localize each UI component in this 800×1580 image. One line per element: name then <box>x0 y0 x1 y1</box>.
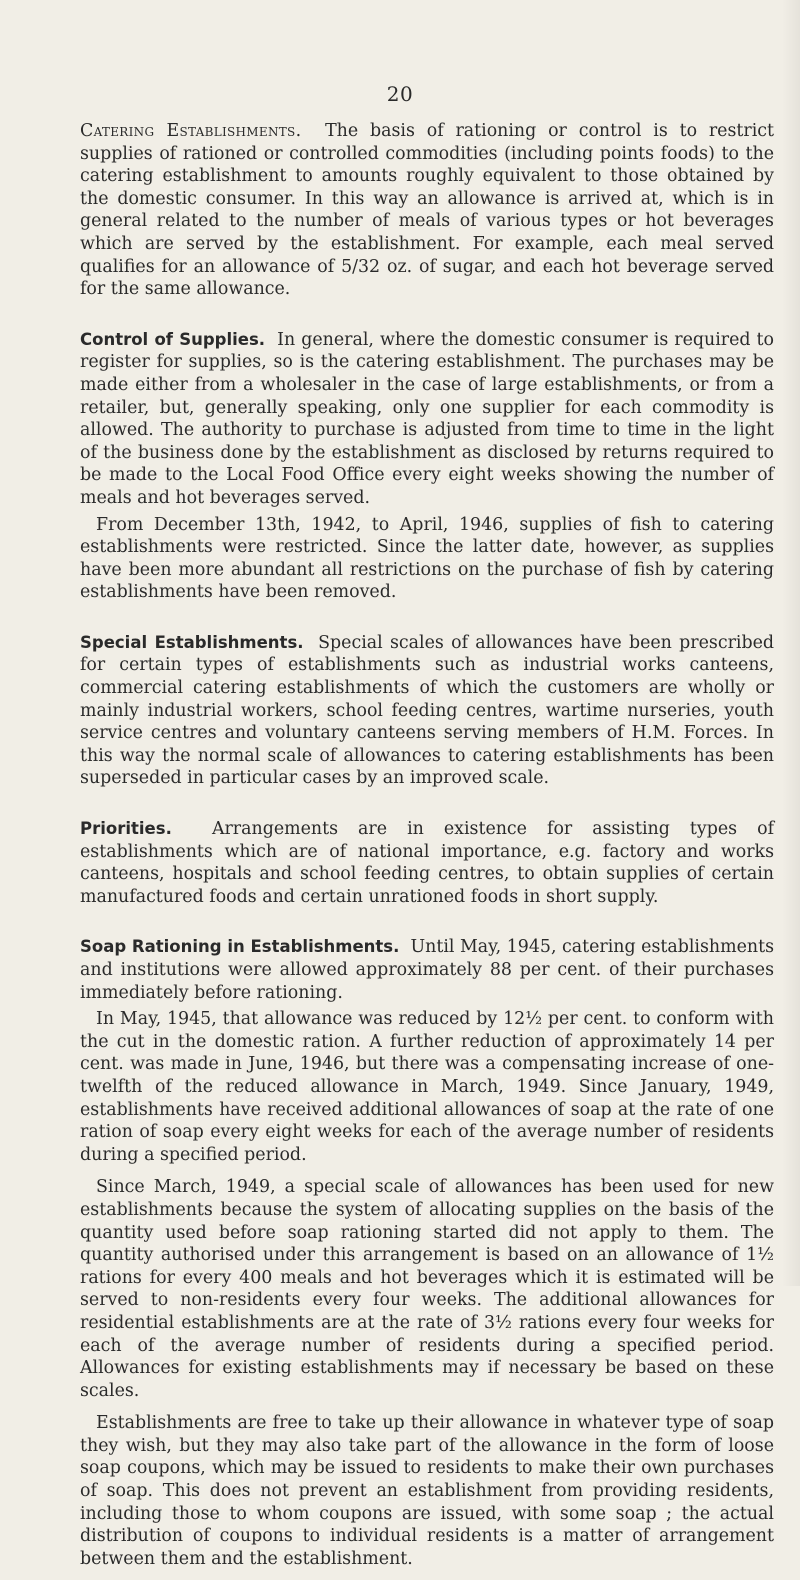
heading-control-of-supplies: Control of Supplies. <box>80 329 266 349</box>
heading-special-establishments: Special Establishments. <box>80 632 304 652</box>
paragraph-text: Special scales of allowances have been prescribed for certain types of establishments such as industrial works canteens, commercial catering establishments of which the customers are wholly or mainly industrial workers, school feeding centres, wartime nurseries, youth service centres and voluntary canteens serving members of H.M. Forces. In this way the normal scale of allowances to catering establishments has been superseded in particular cases by an improved scale. <box>80 632 774 789</box>
paragraph-control-of-supplies <box>80 329 774 510</box>
heading-catering-establishments: Catering Establishments. <box>80 121 302 141</box>
paragraph-text: Since March, 1949, a special scale of allowances has been used for new establishments because the system of allocating supplies on the basis of the quantity used before soap rationing started did not apply to them. The quantity authorised under this arrangement is based on an allowance of 1½ rations for every 400 meals and hot beverages which it is estimated will be served to non-residents every four weeks. The additional allowances for residential establishments are at the rate of 3½ rations every four weeks for each of the average number of residents during a specified period. Allowances for existing establishments may if necessary be based on these scales. <box>80 1177 774 1401</box>
paragraph-text: Arrangements are in existence for assisting types of establishments which are of national importance, e.g. factory and works canteens, hospitals and school feeding centres, to obtain supplies of certain manufactured foods and certain unrationed foods in short supply. <box>80 819 775 907</box>
paragraph-soap-coupons <box>80 1412 774 1570</box>
paragraph-text: In May, 1945, that allowance was reduced by 12½ per cent. to conform with the cut in the domestic ration. A further reduction of approximately 14 per cent. was made in June, 1946, but there was a compensating increase of one-twelfth of the reduced allowance in March, 1949. Since January, 1949, establishments have received additional allowances of soap at the rate of one ration of soap every eight weeks for each of the average number of residents during a specified period. <box>80 1009 774 1165</box>
paragraph-text: Establishments are free to take up their allowance in whatever type of soap they wish, but they may also take part of the allowance in the form of loose soap coupons, which may be issued to residents to make their own purchases of soap. This does not prevent an establishment from providing residents, including those to whom coupons are issued, with some soap ; the actual distribution of coupons to individual residents is a matter of arrangement between them and the establishment. <box>80 1413 774 1569</box>
paragraph-special-establishments <box>80 632 774 790</box>
paragraph-catering-establishments <box>80 120 774 301</box>
paragraph-soap-rationing <box>80 936 774 1004</box>
heading-soap-rationing: Soap Rationing in Establishments. <box>80 937 400 957</box>
paragraph-soap-march-1949 <box>80 1176 774 1402</box>
page-edge-shadow <box>782 0 800 1286</box>
body-text <box>80 120 774 1580</box>
paragraph-soap-may-1945 <box>80 1008 774 1166</box>
page-number: 20 <box>386 82 414 106</box>
paragraph-priorities <box>80 818 774 908</box>
paragraph-text: Until May, 1945, catering establishments and institutions were allowed approximately 88 per cent. of their purchases immediately before rationing. <box>80 937 775 1003</box>
heading-priorities: Priorities. <box>80 819 172 839</box>
paragraph-text: In general, where the domestic consumer is required to register for supplies, so is the catering establishment. The purchases may be made either from a wholesaler in the case of large establishments, or from a retailer, but, generally speaking, only one supplier for each commodity is allowed. The authority to purchase is adjusted from time to time in the light of the business done by the establishment as disclosed by returns required to be made to the Local Food Office every eight weeks showing the number of meals and hot beverages served. <box>80 329 774 508</box>
paragraph-text: From December 13th, 1942, to April, 1946, supplies of fish to catering establishments were restricted. Since the latter date, however, as supplies have been more abundant all restrictions on the purchase of fish by catering establishments have been removed. <box>80 514 774 603</box>
paragraph-fish-supplies <box>80 514 774 604</box>
paragraph-text: The basis of rationing or control is to restrict supplies of rationed or controlled commodities (including points foods) to the catering establishment to amounts roughly equivalent to those obtained by the domestic consumer. In this way an allowance is arrived at, which is in general related to the number of meals of various types or hot beverages which are served by the establishment. For example, each meal served qualifies for an allowance of 5/32 oz. of sugar, and each hot beverage served for the same allowance. <box>80 121 774 300</box>
